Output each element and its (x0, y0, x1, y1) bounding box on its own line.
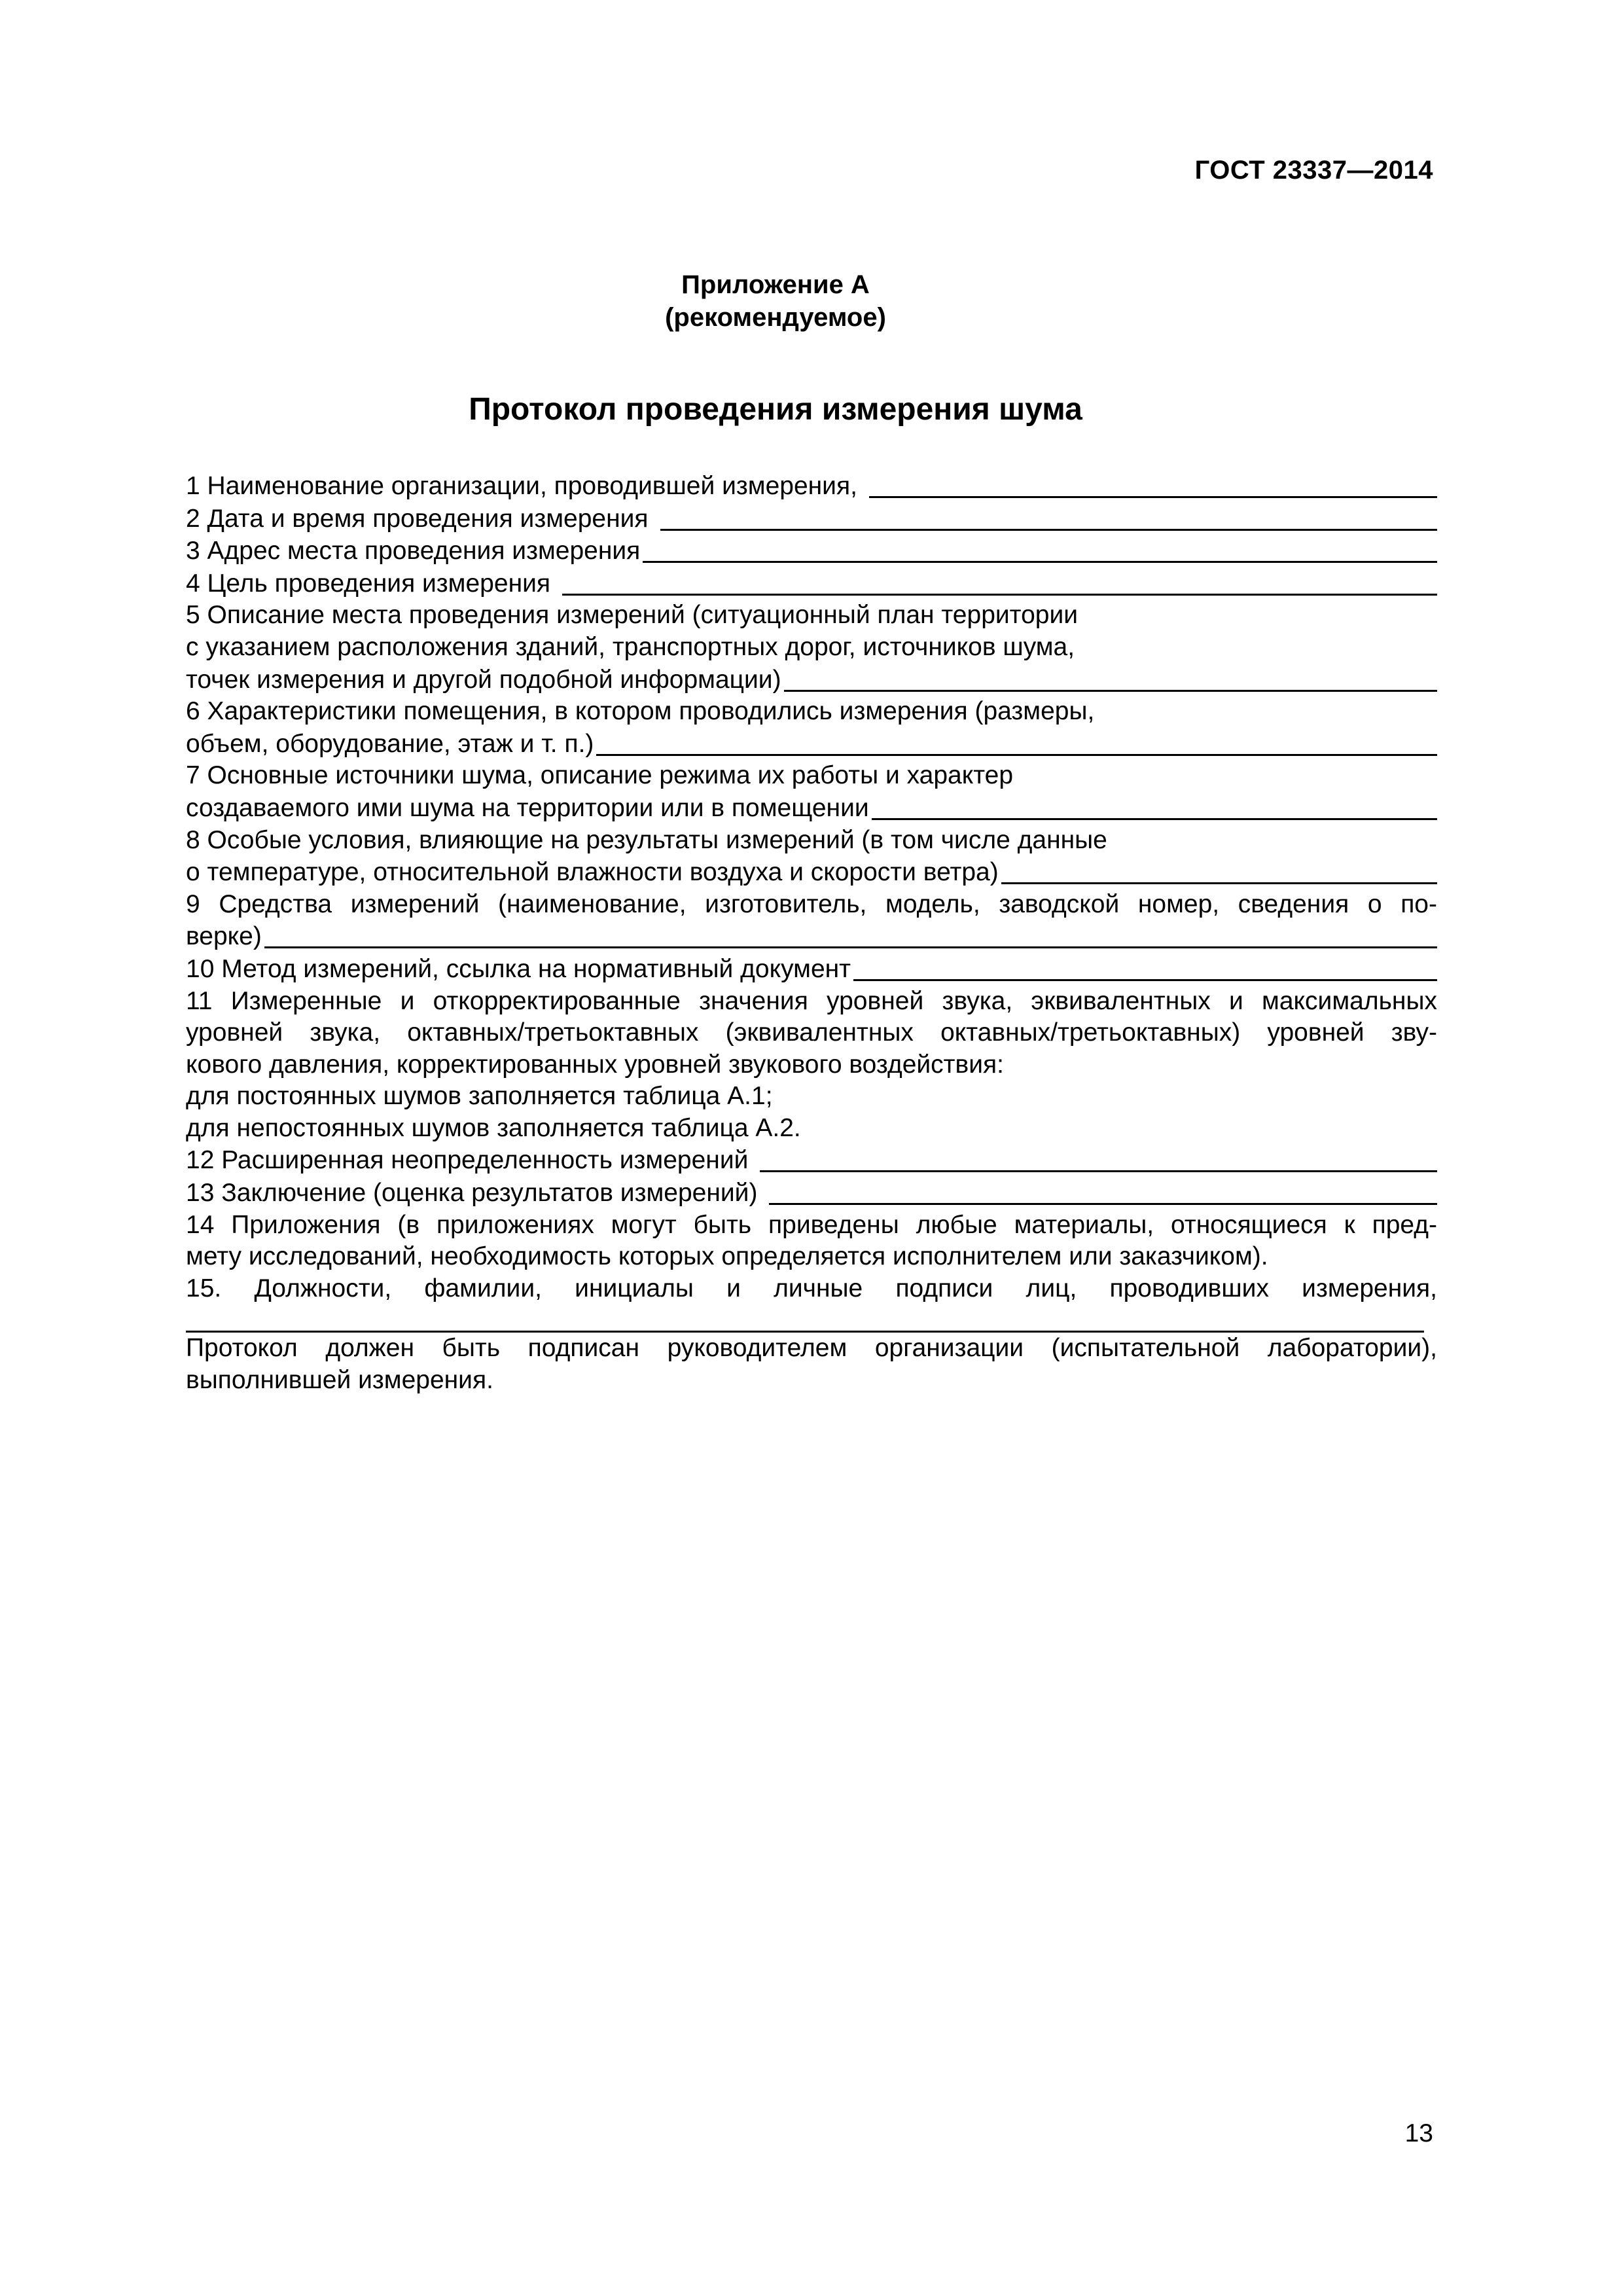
item-2 (186, 503, 1437, 535)
item-11-line-2: уровней звука, октавных/третьоктавных (эквивалентных октавных/третьоктавных) уровней зву- (186, 1018, 1437, 1047)
item-13-label: 13 Заключение (оценка результатов измерений) (186, 1179, 758, 1208)
protocol-title: Протокол проведения измерения шума (469, 392, 1082, 427)
item-2-blank (660, 507, 1437, 531)
item-13-blank (769, 1181, 1437, 1205)
item-10-blank (853, 957, 1437, 981)
item-8 (186, 856, 1437, 889)
item-6-line-1: 6 Характеристики помещения, в котором проводились измерения (размеры, (186, 697, 1095, 726)
item-15-line-1: 15. Должности, фамилии, инициалы и личные подписи лиц, проводивших измерения, (186, 1274, 1437, 1302)
item-8-line-1: 8 Особые условия, влияющие на результаты измерений (в том числе данные (186, 825, 1107, 854)
item-7-line-1: 7 Основные источники шума, описание режима их работы и характер (186, 761, 1014, 790)
item-13 (186, 1177, 1437, 1210)
item-6 (186, 728, 1437, 761)
item-9-blank (264, 924, 1437, 948)
item-15-blank (186, 1304, 1424, 1333)
item-5-blank (784, 668, 1437, 692)
item-9-line-1: 9 Средства измерений (наименование, изготовитель, модель, заводской номер, сведения о по- (186, 889, 1437, 918)
item-10 (186, 953, 1437, 986)
item-5-line-3: точек измерения и другой подобной информации) (186, 665, 781, 694)
item-1-label: 1 Наименование организации, проводившей измерения, (186, 472, 857, 500)
protocol-form (186, 470, 1437, 1397)
item-5 (186, 664, 1437, 696)
item-7-blank (872, 796, 1437, 820)
item-4 (186, 567, 1437, 600)
item-6-blank (596, 732, 1437, 756)
item-1-blank (869, 474, 1437, 498)
item-7-line-2: создаваемого ими шума на территории или в помещении (186, 793, 869, 822)
item-10-label: 10 Метод измерений, ссылка на нормативный документ (186, 954, 851, 983)
item-11-line-5: для непостоянных шумов заполняется таблица А.2. (186, 1113, 801, 1142)
item-3 (186, 535, 1437, 567)
item-12-blank (760, 1148, 1437, 1172)
item-11-line-4: для постоянных шумов заполняется таблица А.1; (186, 1082, 773, 1111)
item-5-line-2: с указанием расположения зданий, транспортных дорог, источников шума, (186, 632, 1075, 661)
item-7 (186, 792, 1437, 825)
item-9 (186, 920, 1437, 953)
item-1 (186, 470, 1437, 503)
protocol-signature-note: Протокол должен быть подписан руководителем организации (испытательной лаборатории), выполнившей измерения. (186, 1334, 1437, 1395)
item-8-blank (1001, 860, 1437, 884)
item-6-line-2: объем, оборудование, этаж и т. п.) (186, 729, 594, 758)
page-number: 13 (1404, 2119, 1433, 2147)
item-12-label: 12 Расширенная неопределенность измерений (186, 1146, 749, 1175)
appendix-heading (0, 268, 1551, 334)
item-2-label: 2 Дата и время проведения измерения (186, 504, 649, 533)
item-8-line-2: о температуре, относительной влажности воздуха и скорости ветра) (186, 858, 999, 887)
document-code: ГОСТ 23337—2014 (1194, 156, 1433, 185)
item-4-blank (562, 571, 1437, 596)
item-12 (186, 1144, 1437, 1177)
item-5-line-1: 5 Описание места проведения измерений (ситуационный план территории (186, 601, 1079, 630)
item-3-label: 3 Адрес места проведения измерения (186, 537, 641, 565)
item-11-line-3: кового давления, корректированных уровней звукового воздействия: (186, 1050, 1004, 1079)
item-14-line-2: мету исследований, необходимость которых определяется исполнителем или заказчиком). (186, 1242, 1268, 1271)
item-9-line-2: верке) (186, 922, 262, 951)
item-3-blank (643, 539, 1437, 563)
item-11-line-1: 11 Измеренные и откорректированные значения уровней звука, эквивалентных и максимальных (186, 986, 1437, 1015)
appendix-subtitle: (рекомендуемое) (665, 303, 886, 332)
item-14-line-1: 14 Приложения (в приложениях могут быть приведены любые материалы, относящиеся к пред- (186, 1210, 1437, 1239)
appendix-title: Приложение А (681, 270, 870, 299)
item-4-label: 4 Цель проведения измерения (186, 569, 551, 598)
